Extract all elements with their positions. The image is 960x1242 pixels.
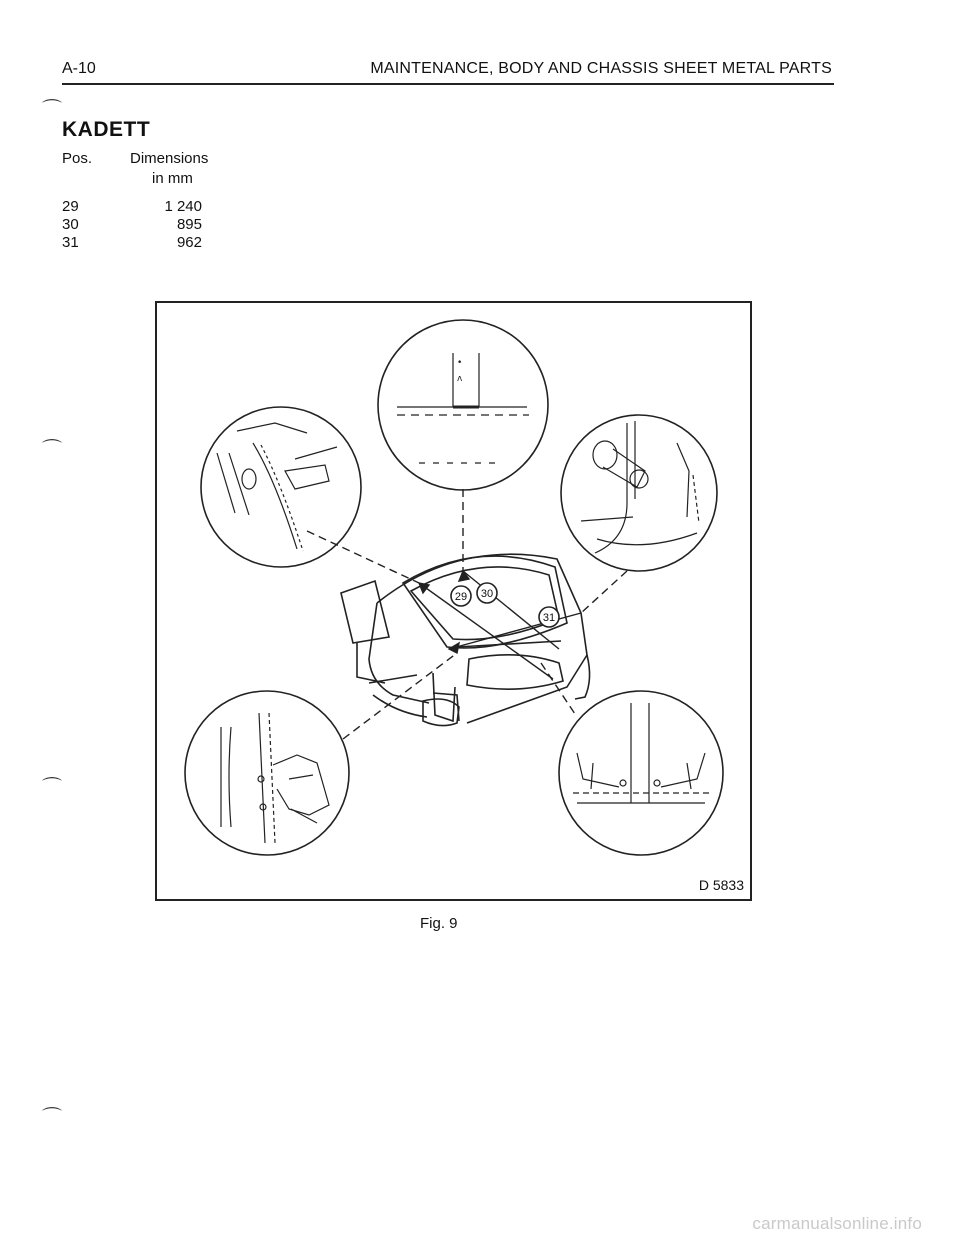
binding-mark: ⌒ — [42, 777, 62, 799]
column-header-pos: Pos. — [62, 150, 93, 167]
row-pos: 29 — [62, 198, 79, 215]
upper-right-detail-drawing — [581, 421, 699, 553]
detail-circle-upper-right — [561, 415, 717, 571]
callout-31-label: 31 — [542, 612, 556, 624]
section-title: KADETT — [62, 118, 151, 141]
column-header-unit: in mm — [152, 170, 193, 187]
page-header — [62, 58, 832, 84]
svg-text:ʌ: ʌ — [457, 374, 463, 384]
row-pos: 31 — [62, 234, 79, 251]
lower-left-detail-drawing — [221, 713, 329, 843]
callout-29 — [451, 586, 471, 606]
svg-text:•: • — [457, 358, 463, 368]
measurement-lines — [307, 489, 627, 739]
figure-frame — [155, 301, 752, 901]
figure-code: D 5833 — [698, 877, 744, 893]
column-header-dimensions: Dimensions — [130, 150, 209, 167]
row-dimension: 962 — [176, 234, 202, 251]
upper-left-detail-drawing — [217, 423, 337, 551]
detail-circle-top — [378, 320, 548, 490]
table-row — [62, 198, 262, 216]
callout-30 — [477, 583, 497, 603]
table-row — [62, 234, 262, 252]
detail-circle-lower-left — [185, 691, 349, 855]
page-number: A-10 — [62, 60, 96, 77]
table-row — [62, 216, 262, 234]
watermark: carmanualsonline.info — [752, 1214, 922, 1233]
binding-mark: ⌒ — [42, 1107, 62, 1129]
detail-circle-upper-left — [201, 407, 361, 567]
row-dimension: 1 240 — [164, 198, 202, 215]
running-head: MAINTENANCE, BODY AND CHASSIS SHEET METAL PARTS — [370, 60, 832, 77]
top-detail-drawing — [397, 353, 529, 463]
figure-caption: Fig. 9 — [420, 915, 458, 932]
callout-30-label: 30 — [480, 588, 494, 600]
binding-mark: ⌒ — [42, 99, 62, 121]
car-rear-measurement-diagram — [157, 303, 750, 899]
lower-right-detail-drawing — [573, 703, 709, 803]
header-rule — [62, 83, 834, 85]
binding-mark: ⌒ — [42, 439, 62, 461]
callout-29-label: 29 — [454, 591, 468, 603]
row-pos: 30 — [62, 216, 79, 233]
row-dimension: 895 — [176, 216, 202, 233]
callout-31 — [539, 607, 559, 627]
